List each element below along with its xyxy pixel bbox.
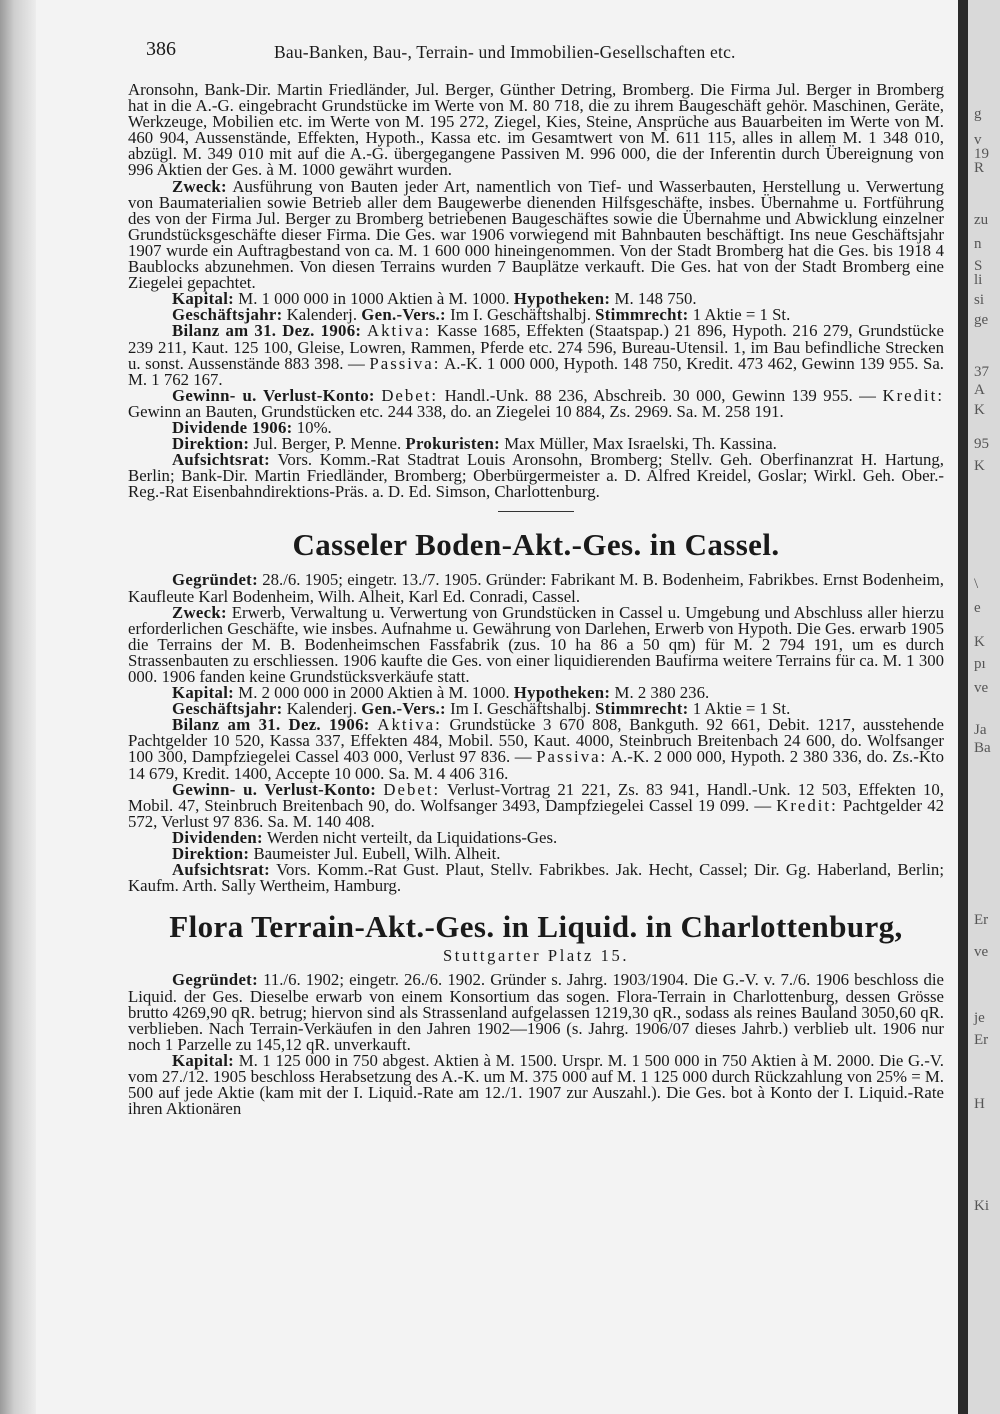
edge-fragment: Er [974,912,989,928]
company-title: Casseler Boden-Akt.-Ges. in Cassel. [292,527,780,563]
kapital-paragraph: Kapital: M. 1 125 000 in 750 abgest. Aktien à M. 1500. Urspr. M. 1 500 000 in 750 Aktien à M. 2000. Die G.-V. vom 27./12. 1905 beschloss Herabsetzung des A.-K. um M. 375 000 auf M. 1 125 000 durch Rückzahlung von 25% = M. 500 auf jede Aktie (kam mit der I. Liquid.-Rate am 12./1. 1907 zur Auszahl.). Die Ges. bot à Konto der I. Liquid.-Rate ihren Aktionären [128,1050,944,1119]
geschaeftsjahr-paragraph: Geschäftsjahr: Kalenderj. Gen.-Vers.: Im I. Geschäftshalbj. Stimmrecht: 1 Aktie = 1 St. [172,305,791,325]
edge-fragment: A [974,382,985,398]
edge-fragment: 95 [974,436,989,452]
edge-fragment: K [974,634,985,650]
edge-fragment: n [974,236,982,252]
aufsichtsrat-paragraph: Aufsichtsrat: Vors. Komm.-Rat Gust. Plaut, Stellv. Fabrikbes. Jak. Hecht, Cassel; Dir. Gg. Haberland, Berlin; Kaufm. Arth. Sally Wertheim, Hamburg. [128,860,944,896]
dividenden-paragraph: Dividenden: Werden nicht verteilt, da Liquidations-Ges. [172,827,558,847]
dividende-paragraph: Dividende 1906: 10%. [172,417,332,437]
gegruendet-paragraph: Gegründet: 11./6. 1902; eingetr. 26./6. 1902. Gründer s. Jahrg. 1903/1904. Die G.-V. v. 7./6. 1906 beschloss die Liquid. der Ges. Dieselbe erwarb von einem Konsortium das sogen. Flora-Terrain in Charlottenburg, dessen Grösse brutto 4269,90 qR. betrug; hiervon sind als Strassenland aufgelassen 1219,30 qR., sodass als reines Bauland 3050,60 qR. verblieben. Nach Terrain-Verkäufen in den Jahren 1902—1906 (s. Jahrg. 1906/07 dieses Jahrb.) verblieb ult. 1906 nur noch 1 Parzelle zu 145,12 qR. unverkauft. [128,970,944,1054]
entry-casseler-boden [128,528,944,894]
company-address: Stuttgarter Platz 15. [442,946,630,966]
section-divider [498,511,574,512]
page-header [146,38,946,68]
edge-fragment: li [974,272,983,288]
edge-fragment: je [974,1010,985,1026]
edge-fragment: ve [974,680,989,696]
edge-fragment: K [974,402,985,418]
edge-fragment: Ja [974,722,987,738]
bilanz-paragraph: Bilanz am 31. Dez. 1906: Aktiva: Grundstücke 3 670 808, Bankguth. 92 661, Debit. 1217, ausstehende Pachtgelder 10 520, Kassa 337, Effekten 484, Mobil. 550, Kaut. 4000, Steinbruch Breitenbach 24 600, do. Wolfsanger 100 300, Dampfziegelei Cassel 403 000, Verlust 97 836. — Passiva: A.-K. 2 000 000, Hypoth. 2 380 336, do. Zs.-Kto 14 679, Kredit. 1400, Accepte 10 000. Sa. M. 4 406 316. [128,715,944,783]
company-title: Flora Terrain-Akt.-Ges. in Liquid. in Charlottenburg, [169,909,903,945]
edge-fragment: g [974,106,982,122]
edge-fragment: Er [974,1032,989,1048]
page-number: 386 [146,38,176,60]
page-binding-shadow [0,0,36,1414]
gegruendet-paragraph: Gegründet: 28./6. 1905; eingetr. 13./7. 1905. Gründer: Fabrikant M. B. Bodenheim, Fabrikbes. Ernst Bodenheim, Kaufleute Karl Bodenheim, Wilh. Alheit, Karl Ed. Conradi, Cassel. [128,570,944,606]
bilanz-paragraph: Bilanz am 31. Dez. 1906: Aktiva: Kasse 1685, Effekten (Staatspap.) 21 896, Hypoth. 216 279, Grundstücke 239 211, Kaut. 125 100, Gleise, Lowren, Rammen, Pferde etc. 274 596, Bureau-Utensil. 1, im Bau befindliche Strecken u. sonst. Aussenstände 883 398. — Passiva: A.-K. 1 000 000, Hypoth. 148 750, Kredit. 473 462, Gewinn 139 955. Sa. M. 1 762 167. [128,321,944,389]
zweck-paragraph: Zweck: Erwerb, Verwaltung u. Verwertung von Grundstücken in Cassel u. Umgebung und Abschluss aller hierzu erforderlichen Geschäfte, wie insbes. Aufnahme u. Gewährung von Darlehen, Erwerb von Hypoth. Die Ges. erwarb 1905 die Terrains der M. B. Bodenheimschen Fassfabrik (zus. 10 ha 86 a 50 qm) für M. 2 794 191, um es durch Strassenbauten zu erschliessen. 1906 kaufte die Ges. von einer liquidierenden Baufirma weitere Terrains für ca. M. 1 300 000. 1906 fanden keine Grundstücksverkäufe statt. [128,602,944,686]
edge-fragment: Ba [974,740,991,756]
aufsichtsrat-paragraph: Aufsichtsrat: Vors. Komm.-Rat Stadtrat Louis Aronsohn, Bromberg; Stellv. Geh. Oberfinanzrat H. Hartung, Berlin; Bank-Dir. Martin Friedländer, Bromberg; Oberbürgermeister a. D. Alfred Kreidel, Goslar; Wirkl. Geh. Ober.-Reg.-Rat Eisenbahndirektions-Präs. a. D. Ed. Simson, Charlottenburg. [128,450,944,502]
geschaeftsjahr-paragraph: Geschäftsjahr: Kalenderj. Gen.-Vers.: Im I. Geschäftshalbj. Stimmrecht: 1 Aktie = 1 St. [172,699,791,719]
edge-fragment: \ [974,576,979,592]
edge-fragment: si [974,292,985,308]
guv-paragraph: Gewinn- u. Verlust-Konto: Debet: Verlust-Vortrag 21 221, Zs. 83 941, Handl.-Unk. 12 503, Effekten 10, Mobil. 47, Steinbruch Breitenbach 90, do. Wolfsanger 3493, Dampfziegelei Cassel 19 099. — Kredit: Pachtgelder 42 572, Verlust 97 836. Sa. M. 140 408. [128,779,944,831]
edge-fragment: H [974,1096,985,1112]
entry-flora-terrain [128,910,944,1117]
direktion-paragraph: Direktion: Jul. Berger, P. Menne. Prokuristen: Max Müller, Max Israelski, Th. Kassina. [172,434,777,454]
zweck-paragraph: Zweck: Ausführung von Bauten jeder Art, namentlich von Tief- und Wasserbauten, Herstellung u. Verwertung von Baumaterialien sowie Betrieb aller dem Baugewerbe dienenden Hilfsgeschäfte, insbes. Übernahme u. Fortführung des von der Firma Jul. Berger zu Bromberg betriebenen Baugeschäftes sowie die Übernahme und Abwicklung einzelner Grundstücksgeschäfte dieser Firma. Die Ges. war 1906 vorwiegend mit Bahnbauten beschäftigt. Ins neue Geschäftsjahr 1907 wurde ein Auftragbestand von ca. M. 1 600 000 hineingenommen. Von der Stadt Bromberg hat die Ges. bis 1918 4 Baublocks abzunehmen. Von diesen Terrains wurden 7 Bauplätze verkauft. Die Ges. hat von der Stadt Bromberg eine Ziegelei gepachtet. [128,176,944,293]
edge-fragment: S [974,258,983,274]
edge-fragment: 37 [974,364,989,380]
running-head: Bau-Banken, Bau-, Terrain- und Immobilien-Gesellschaften etc. [274,42,736,62]
guv-paragraph: Gewinn- u. Verlust-Konto: Debet: Handl.-Unk. 88 236, Abschreib. 30 000, Gewinn 139 955. — Kredit: Gewinn an Bauten, Grundstücken etc. 244 338, do. an Ziegelei 10 884, Zs. 2969. Sa. M. 258 191. [128,385,945,421]
edge-fragment: pı [974,656,986,672]
page-content [128,82,944,1117]
edge-fragment: Ki [974,1198,989,1214]
edge-fragment: 19 [974,146,989,162]
page-gutter [958,0,968,1414]
intro-paragraph: Aronsohn, Bank-Dir. Martin Friedländer, Jul. Berger, Günther Detring, Bromberg. Die Firma Jul. Berger in Bromberg hat in die A.-G. eingebracht Grundstücke im Werte von M. 80 718, die zu ihrem Baugeschäft gehör. Maschinen, Geräte, Werkzeuge, Mobilien etc. im Werte von M. 195 272, Ziegel, Kies, Steine, Ansprüche aus Bauarbeiten im Werte von M. 460 904, Aussenstände, Effekten, Hypoth., Kassa etc. im Gesamtwert von M. 611 115, alles in allem M. 1 348 010, abzügl. M. 349 010 mit auf die A.-G. übergegangene Passiven M. 996 000, die der Inferentin durch Übereignung von 996 Aktien der Ges. à M. 1000 gewährt wurden. [128,80,944,180]
edge-fragment: R [974,160,985,176]
entry-bromberg-continuation [128,82,944,500]
edge-fragment: zu [974,212,989,228]
kapital-paragraph: Kapital: M. 1 000 000 in 1000 Aktien à M. 1000. Hypotheken: M. 148 750. [172,289,697,309]
direktion-paragraph: Direktion: Baumeister Jul. Eubell, Wilh. Alheit. [172,844,501,864]
kapital-paragraph: Kapital: M. 2 000 000 in 2000 Aktien à M. 1000. Hypotheken: M. 2 380 236. [172,683,710,703]
edge-fragment: K [974,458,985,474]
edge-fragment: ge [974,312,989,328]
adjacent-page-edge [968,0,1000,1414]
edge-fragment: ve [974,944,989,960]
edge-fragment: v [974,132,982,148]
edge-fragment: e [974,600,981,616]
